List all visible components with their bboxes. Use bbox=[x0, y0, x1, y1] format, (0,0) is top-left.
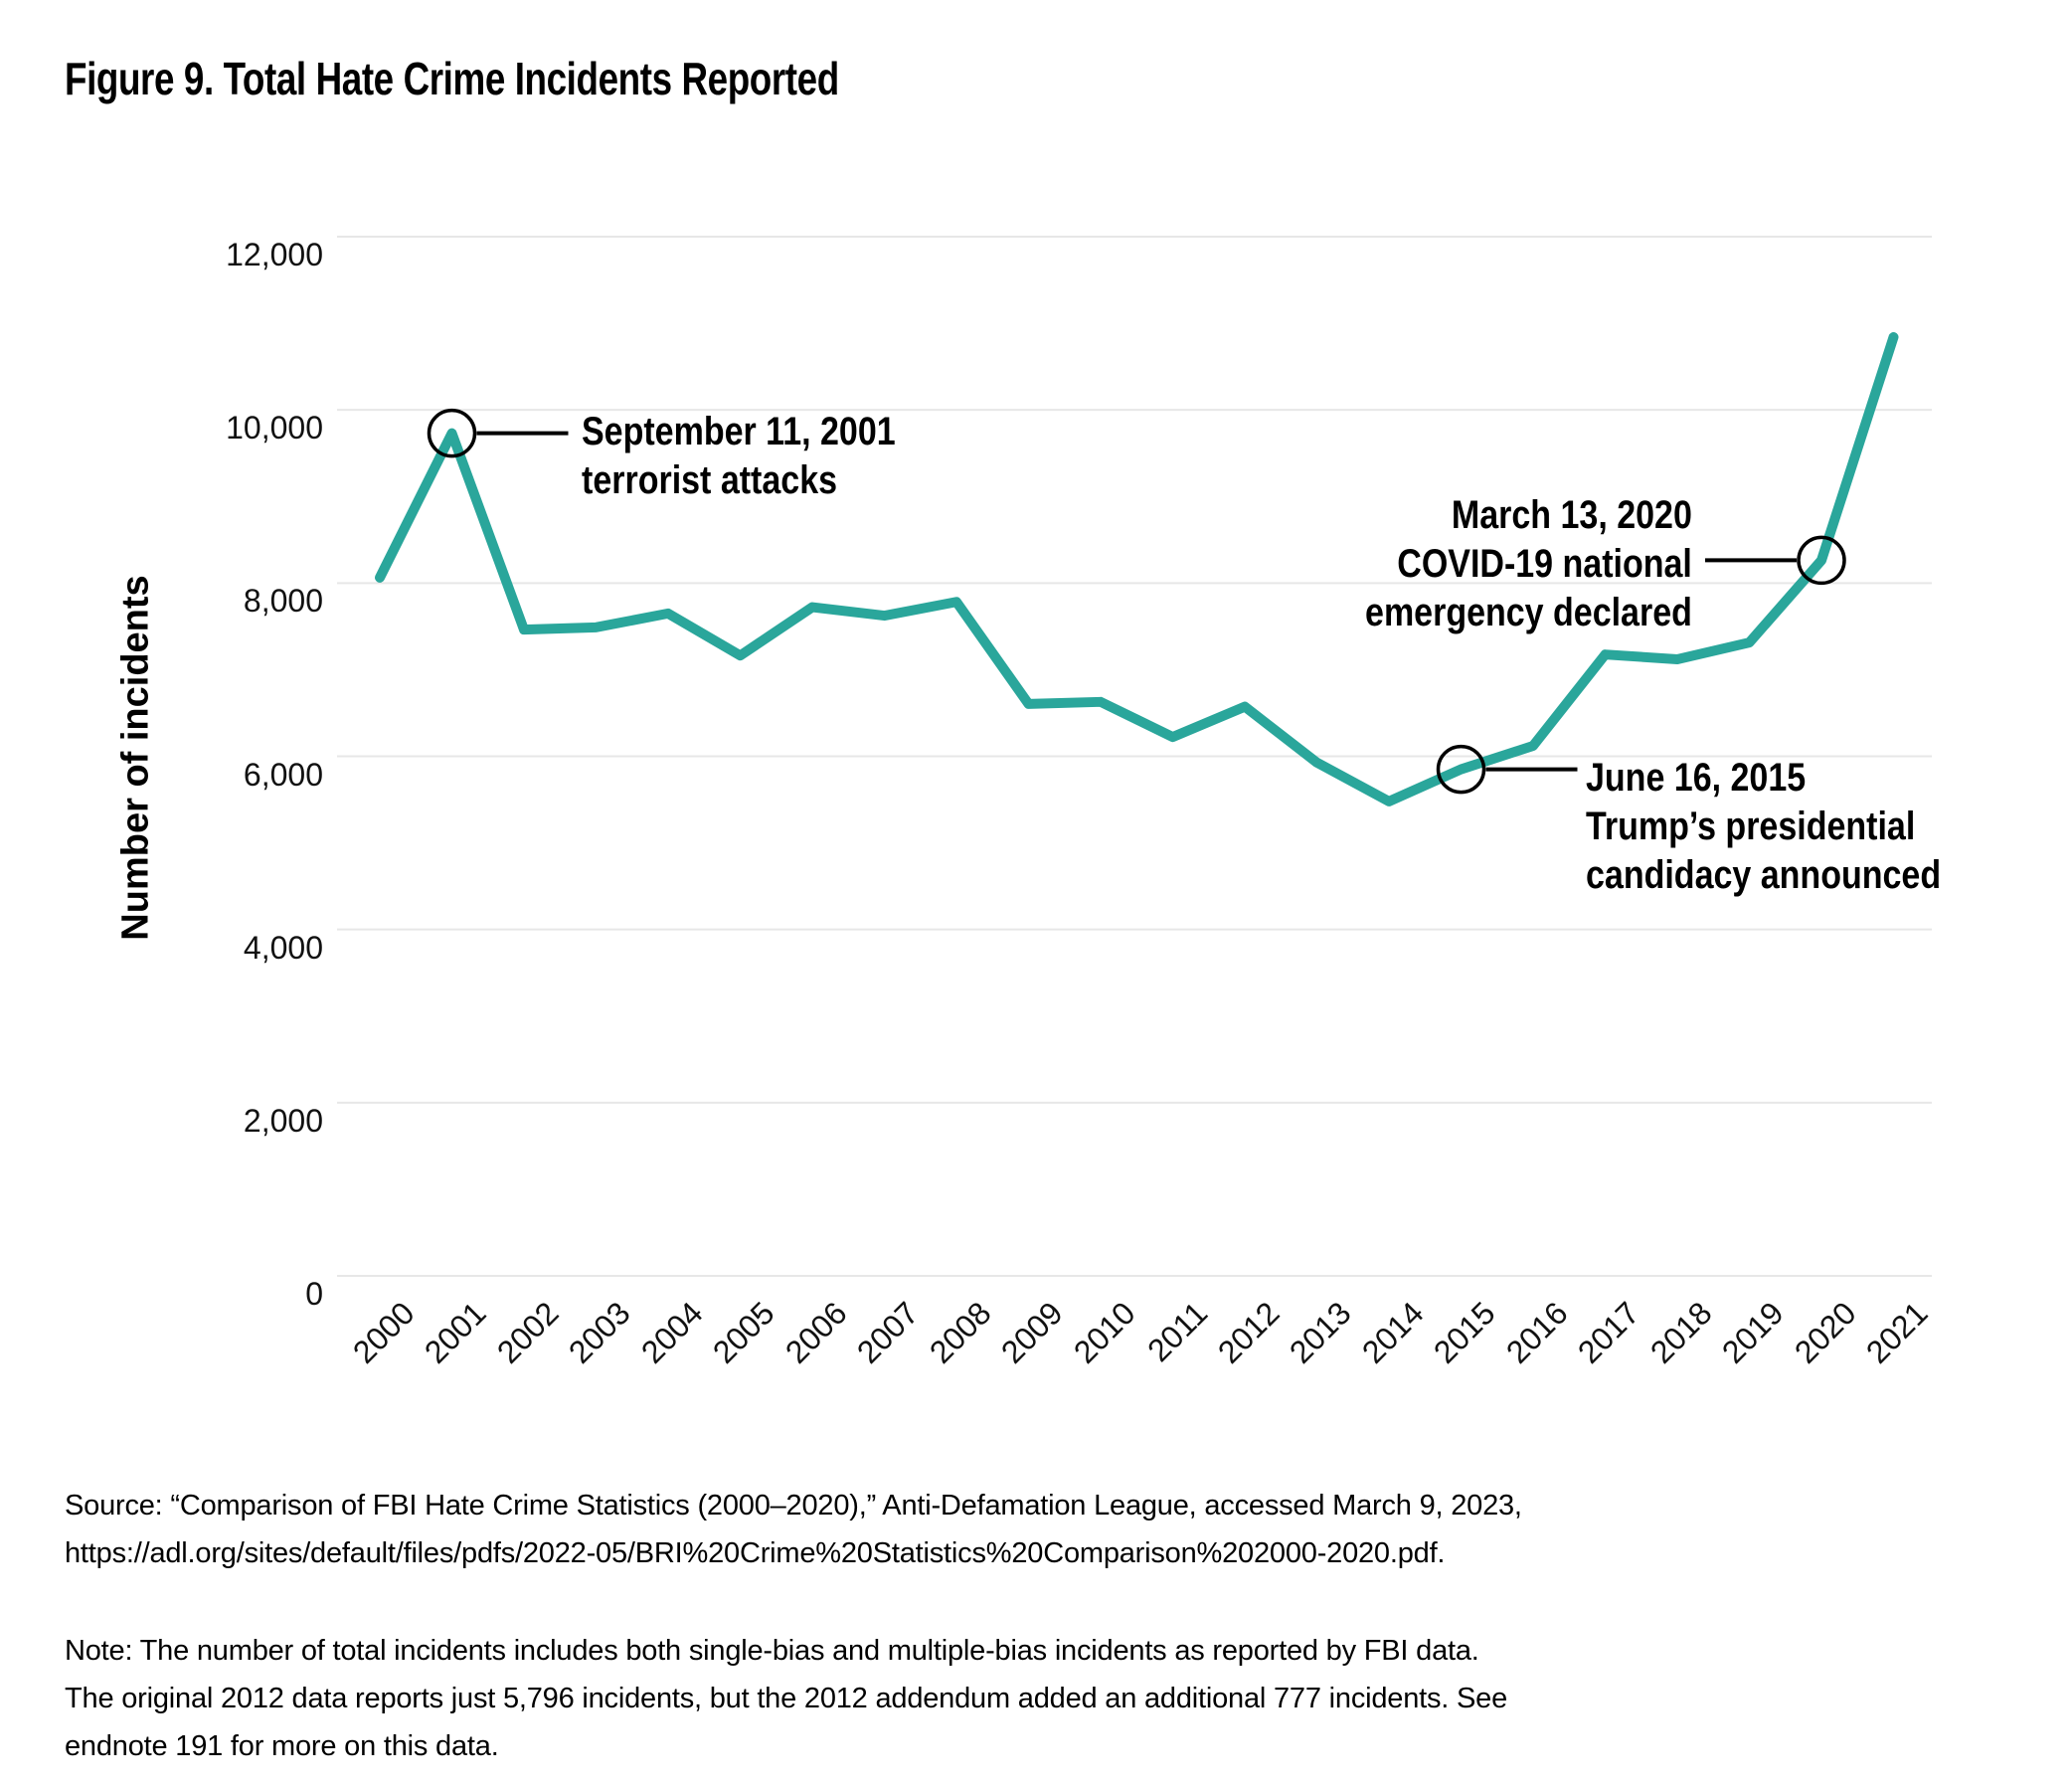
annotation-line: COVID-19 national bbox=[1397, 542, 1692, 586]
annotation-line: June 16, 2015 bbox=[1586, 756, 1807, 800]
x-tick-label: 2008 bbox=[922, 1295, 998, 1370]
source-text bbox=[65, 1482, 1522, 1577]
x-tick-label: 2015 bbox=[1427, 1295, 1502, 1370]
x-tick-label: 2003 bbox=[562, 1295, 637, 1370]
source-line: https://adl.org/sites/default/files/pdfs/2022-05/BRI%20Crime%20Statistics%20Comparison%202000-2020.pdf. bbox=[65, 1537, 1446, 1569]
x-tick-label: 2000 bbox=[345, 1295, 422, 1370]
figure-title: Figure 9. Total Hate Crime Incidents Reported bbox=[65, 53, 839, 104]
annotation-trump bbox=[1586, 754, 1941, 900]
annotation-line: Trump’s presidential bbox=[1586, 805, 1916, 848]
x-tick-label: 2017 bbox=[1571, 1295, 1646, 1370]
y-tick-label: 8,000 bbox=[243, 583, 323, 620]
x-tick-label: 2019 bbox=[1715, 1295, 1791, 1370]
x-tick-label: 2012 bbox=[1210, 1295, 1287, 1370]
y-axis-title: Number of incidents bbox=[114, 575, 157, 941]
x-tick-label: 2021 bbox=[1859, 1295, 1935, 1370]
x-tick-label: 2004 bbox=[633, 1295, 710, 1370]
x-tick-label: 2014 bbox=[1354, 1295, 1431, 1370]
y-tick-label: 2,000 bbox=[243, 1102, 323, 1139]
x-tick-label: 2001 bbox=[418, 1295, 493, 1370]
x-tick-label: 2018 bbox=[1642, 1295, 1719, 1370]
x-tick-label: 2006 bbox=[777, 1295, 854, 1370]
note-text bbox=[65, 1627, 1507, 1770]
note-line: The original 2012 data reports just 5,796 incidents, but the 2012 addendum added an additional 777 incidents. See bbox=[65, 1683, 1508, 1714]
x-tick-label: 2020 bbox=[1787, 1295, 1863, 1370]
x-tick-label: 2007 bbox=[850, 1295, 926, 1370]
annotation-sep11 bbox=[582, 408, 896, 505]
annotation-covid bbox=[1365, 491, 1692, 637]
x-tick-label: 2016 bbox=[1498, 1295, 1575, 1370]
annotation-line: emergency declared bbox=[1365, 591, 1692, 634]
x-tick-label: 2002 bbox=[489, 1295, 566, 1370]
source-line: Source: “Comparison of FBI Hate Crime Statistics (2000–2020),” Anti-Defamation League, accessed March 9, 2023, bbox=[65, 1490, 1522, 1522]
x-tick-label: 2011 bbox=[1139, 1295, 1214, 1369]
note-line: Note: The number of total incidents includes both single-bias and multiple-bias incidents as reported by FBI data. bbox=[65, 1635, 1479, 1667]
x-tick-label: 2013 bbox=[1283, 1295, 1358, 1370]
annotation-line: September 11, 2001 bbox=[582, 410, 896, 453]
x-tick-label: 2010 bbox=[1066, 1295, 1142, 1370]
annotation-line: candidacy announced bbox=[1586, 853, 1942, 897]
y-tick-label: 12,000 bbox=[226, 237, 323, 272]
y-tick-label: 0 bbox=[305, 1276, 323, 1312]
y-tick-label: 4,000 bbox=[243, 929, 323, 966]
note-line: endnote 191 for more on this data. bbox=[65, 1730, 499, 1762]
annotation-line: terrorist attacks bbox=[582, 458, 838, 502]
y-tick-label: 6,000 bbox=[243, 756, 323, 793]
y-tick-label: 10,000 bbox=[226, 410, 323, 447]
x-tick-label: 2009 bbox=[994, 1295, 1070, 1370]
annotation-line: March 13, 2020 bbox=[1452, 493, 1692, 537]
x-tick-label: 2005 bbox=[706, 1295, 781, 1370]
